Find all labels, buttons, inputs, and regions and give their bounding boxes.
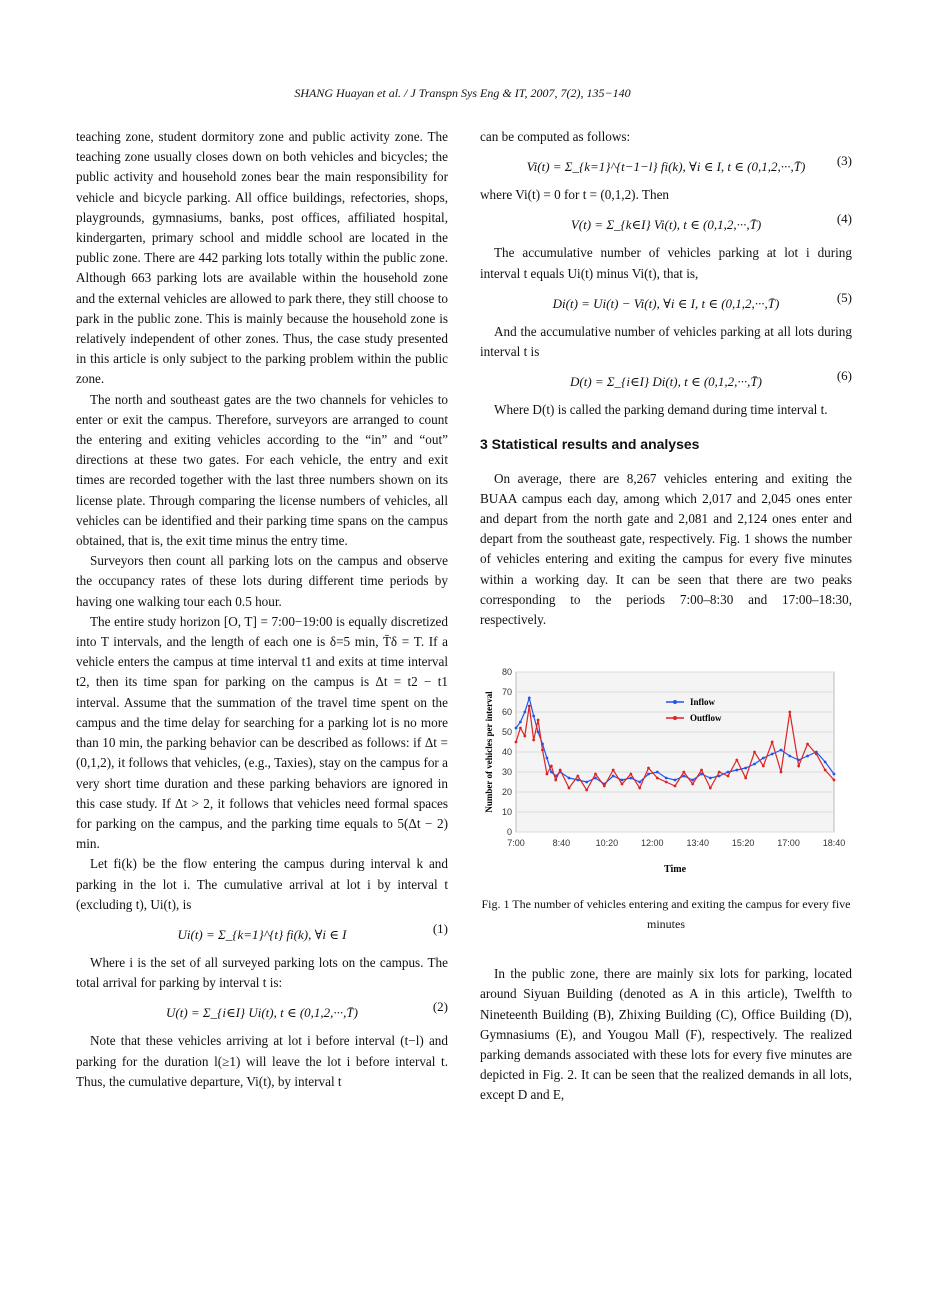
y-tick-label: 0 xyxy=(506,827,512,838)
right-column xyxy=(480,127,852,1106)
y-tick-label: 60 xyxy=(501,707,512,718)
line-chart xyxy=(480,664,852,890)
paragraph: The accumulative number of vehicles parking at lot i during interval t equals Ui(t) minus Vi(t), that is, xyxy=(480,245,852,281)
data-point xyxy=(665,777,668,780)
data-point xyxy=(656,771,659,774)
data-point xyxy=(550,765,553,768)
data-point xyxy=(682,775,685,778)
paragraph: Where i is the set of all surveyed parking lots on the campus. The total arrival for parking by interval t is: xyxy=(76,954,448,991)
data-point xyxy=(523,711,526,714)
data-point xyxy=(621,783,624,786)
y-axis-label: Number of vehicles per interval xyxy=(484,691,494,813)
paragraph: can be computed as follows: xyxy=(480,129,631,144)
equation-body: D(t) = Σ_{i∈I} Di(t), t ∈ (0,1,2,···,T̄) xyxy=(569,374,762,390)
x-tick-label: 15:20 xyxy=(731,838,755,849)
equation-2 xyxy=(76,993,448,1031)
equation-6 xyxy=(480,362,852,400)
data-point xyxy=(568,777,571,780)
data-point xyxy=(780,749,783,752)
data-point xyxy=(576,775,579,778)
data-point xyxy=(815,753,818,756)
y-tick-label: 70 xyxy=(501,687,512,698)
x-tick-label: 18:40 xyxy=(822,838,846,849)
equation-4 xyxy=(480,205,852,243)
equation-number: (2) xyxy=(432,999,448,1015)
data-point xyxy=(647,767,650,770)
data-point xyxy=(603,785,606,788)
data-point xyxy=(735,759,738,762)
data-point xyxy=(691,783,694,786)
data-point xyxy=(700,769,703,772)
data-point xyxy=(537,719,540,722)
data-point xyxy=(647,773,650,776)
data-point xyxy=(585,781,588,784)
y-tick-label: 10 xyxy=(501,807,512,818)
legend-label: Outflow xyxy=(690,713,722,724)
data-point xyxy=(682,771,685,774)
data-point xyxy=(532,715,535,718)
data-point xyxy=(576,779,579,782)
equation-3 xyxy=(480,147,852,185)
data-point xyxy=(788,711,791,714)
data-point xyxy=(532,739,535,742)
paragraph: teaching zone, student dormitory zone and public activity zone. The teaching zone usually closes down on both vehicles and bicycles; the public activity and household zones bear the main responsibility for vehicle and bicycle parking. All office buildings, refectories, shops, playgrounds, gymnasiums, banks, post offices, affiliated hospital, kindergarten, primary school and middle school are located in the public zone. There are 442 parking lots totally within the public zone. Although 663 parking lots are available within the household zone and the external vehicles are allowed to park there, they still choose to park in the public zone. This is mainly because the household zone is relatively independent of other zones. Thus, the case study presented in this article is only subject to the parking problem within the public zone. xyxy=(76,129,448,387)
y-tick-label: 40 xyxy=(501,747,512,758)
equation-number: (4) xyxy=(836,211,852,227)
figure-1 xyxy=(480,664,852,890)
paragraph: On average, there are 8,267 vehicles entering and exiting the BUAA campus each day, among which 2,017 and 2,045 ones enter and depart from the north gate and 2,081 and 2,124 ones enter and depart from the southeast gate, respectively. Fig. 1 shows the number of vehicles entering and exiting the campus for every five minutes within a working day. It can be seen that there are two peaks corresponding to the periods 7:00–8:30 and 17:00–18:30, respectively. xyxy=(480,470,852,628)
data-point xyxy=(833,773,836,776)
data-point xyxy=(771,741,774,744)
x-tick-label: 12:00 xyxy=(641,838,664,849)
data-point xyxy=(691,779,694,782)
x-tick-label: 13:40 xyxy=(686,838,709,849)
data-point xyxy=(806,743,809,746)
data-point xyxy=(554,779,557,782)
paragraph: The north and southeast gates are the two channels for vehicles to enter or exit the campus. Therefore, surveyors are arranged to count the entering and exiting vehicles according to the “in” and “out” directions at these two gates. For each vehicle, the entry and exit times are recorded together with the last three numbers shown on its license plate. Through comparing the license numbers of vehicles, all vehicles can be identified and their parking time spans on the campus obtained, that is, the exit time minus the entry time. xyxy=(76,391,448,549)
data-point xyxy=(727,771,730,774)
data-point xyxy=(546,757,549,760)
equation-number: (3) xyxy=(836,153,852,169)
data-point xyxy=(515,727,518,730)
data-point xyxy=(709,787,712,790)
data-point xyxy=(621,779,624,782)
data-point xyxy=(612,769,615,772)
legend-marker xyxy=(673,700,677,704)
y-tick-label: 80 xyxy=(501,667,512,678)
data-point xyxy=(727,775,730,778)
data-point xyxy=(638,787,641,790)
data-point xyxy=(638,781,641,784)
data-point xyxy=(735,769,738,772)
data-point xyxy=(541,749,544,752)
data-point xyxy=(788,755,791,758)
legend-label: Inflow xyxy=(690,697,716,708)
figure-caption: Fig. 1 The number of vehicles entering and exiting the campus for every five minutes xyxy=(481,897,851,932)
x-tick-label: 17:00 xyxy=(777,838,800,849)
data-point xyxy=(629,777,632,780)
data-point xyxy=(568,787,571,790)
section-heading: 3 Statistical results and analyses xyxy=(480,436,700,453)
data-point xyxy=(528,705,531,708)
data-point xyxy=(665,781,668,784)
x-tick-label: 8:40 xyxy=(552,838,571,849)
equation-body: Vi(t) = Σ_{k=1}^{t−1−l} fi(k), ∀i ∈ I, t ∈ (0,1,2,···,T̄) xyxy=(526,159,806,175)
equation-number: (5) xyxy=(836,289,852,305)
paragraph: And the accumulative number of vehicles parking at all lots during interval t is xyxy=(480,323,852,360)
data-point xyxy=(629,773,632,776)
equation-body: U(t) = Σ_{i∈I} Ui(t), t ∈ (0,1,2,···,T̄) xyxy=(165,1005,358,1021)
left-column xyxy=(76,127,448,1092)
running-header: SHANG Huayan et al. / J Transpn Sys Eng & IT, 2007, 7(2), 135−140 xyxy=(294,86,631,100)
data-point xyxy=(537,731,540,734)
equation-number: (1) xyxy=(432,920,448,936)
paragraph: Note that these vehicles arriving at lot i before interval (t−l) and parking for the duration l(≥1) will leave the lot i before interval t. Thus, the cumulative departure, Vi(t), by interval t xyxy=(76,1033,448,1089)
equation-body: V(t) = Σ_{k∈I} Vi(t), t ∈ (0,1,2,···,T̄) xyxy=(570,217,762,233)
paragraph: Let fi(k) be the flow entering the campus during interval k and parking in the lot i. The cumulative arrival at lot i by interval t (excluding t), Ui(t), is xyxy=(76,856,448,912)
data-point xyxy=(744,777,747,780)
data-point xyxy=(718,771,721,774)
data-point xyxy=(523,735,526,738)
data-point xyxy=(824,761,827,764)
data-point xyxy=(656,777,659,780)
x-axis-label: Time xyxy=(663,864,687,876)
equation-1 xyxy=(76,915,448,953)
data-point xyxy=(528,697,531,700)
data-point xyxy=(594,773,597,776)
data-point xyxy=(744,767,747,770)
data-point xyxy=(674,779,677,782)
data-point xyxy=(762,765,765,768)
paragraph: In the public zone, there are mainly six lots for parking, located around Siyuan Building (denoted as A in this article), Twelfth to Nineteenth Building (B), Zhixing Building (C), Office Building (D), Gymnasiums (E), and Yougou Mall (F), respectively. The realized parking demands associated with these lots for every five minutes are depicted in Fig. 2. It can be seen that the realized demands in all lots, except D and E, xyxy=(480,966,852,1103)
data-point xyxy=(806,755,809,758)
paragraph: Where D(t) is called the parking demand during time interval t. xyxy=(494,402,828,418)
equation-body: Di(t) = Ui(t) − Vi(t), ∀i ∈ I, t ∈ (0,1,2,···,T̄) xyxy=(552,295,780,311)
paragraph: Surveyors then count all parking lots on the campus and observe the occupancy rates of these lots during different time periods by having one walking tour each 0.5 hour. xyxy=(76,553,448,609)
data-point xyxy=(753,751,756,754)
data-point xyxy=(519,727,522,730)
data-point xyxy=(515,741,518,744)
data-point xyxy=(519,721,522,724)
legend-marker xyxy=(673,716,677,720)
data-point xyxy=(546,773,549,776)
data-point xyxy=(612,775,615,778)
data-point xyxy=(585,789,588,792)
data-point xyxy=(559,769,562,772)
equation-5 xyxy=(480,284,852,322)
data-point xyxy=(594,777,597,780)
data-point xyxy=(674,785,677,788)
data-point xyxy=(797,765,800,768)
data-point xyxy=(718,775,721,778)
data-point xyxy=(780,771,783,774)
y-tick-label: 20 xyxy=(501,787,512,798)
equation-body: Ui(t) = Σ_{k=1}^{t} fi(k), ∀i ∈ I xyxy=(177,926,347,942)
data-point xyxy=(824,769,827,772)
paragraph: The entire study horizon [O, T] = 7:00−19:00 is equally discretized into T intervals, and the length of each one is δ=5 min, T̄δ = T. If a vehicle enters the campus at time interval t1 and exits at time interval t2, then its time span for parking on the campus is Δt = t2 − t1 interval. Assume that the summation of the travel time spent on the campus and the time delay for searching for a parking lot is no more than 10 min, the parking behavior can be described as follows: if Δt = (0,1,2), it follows that vehicles, (e.g., Taxies), stay on the campus for a very short time duration and these parking behaviors are ignored in this case study. If Δt > 2, it follows that vehicles need formal spaces for parking on the campus, and the parking time equals to 5(Δt − 2) min. xyxy=(76,613,448,852)
data-point xyxy=(833,779,836,782)
data-point xyxy=(771,753,774,756)
x-tick-label: 10:20 xyxy=(595,838,619,849)
y-tick-label: 30 xyxy=(501,767,512,778)
data-point xyxy=(709,777,712,780)
equation-number: (6) xyxy=(836,368,852,384)
data-point xyxy=(762,757,765,760)
y-tick-label: 50 xyxy=(501,727,512,738)
x-tick-label: 7:00 xyxy=(507,838,525,849)
paragraph: where Vi(t) = 0 for t = (0,1,2). Then xyxy=(480,187,670,203)
data-point xyxy=(753,763,756,766)
